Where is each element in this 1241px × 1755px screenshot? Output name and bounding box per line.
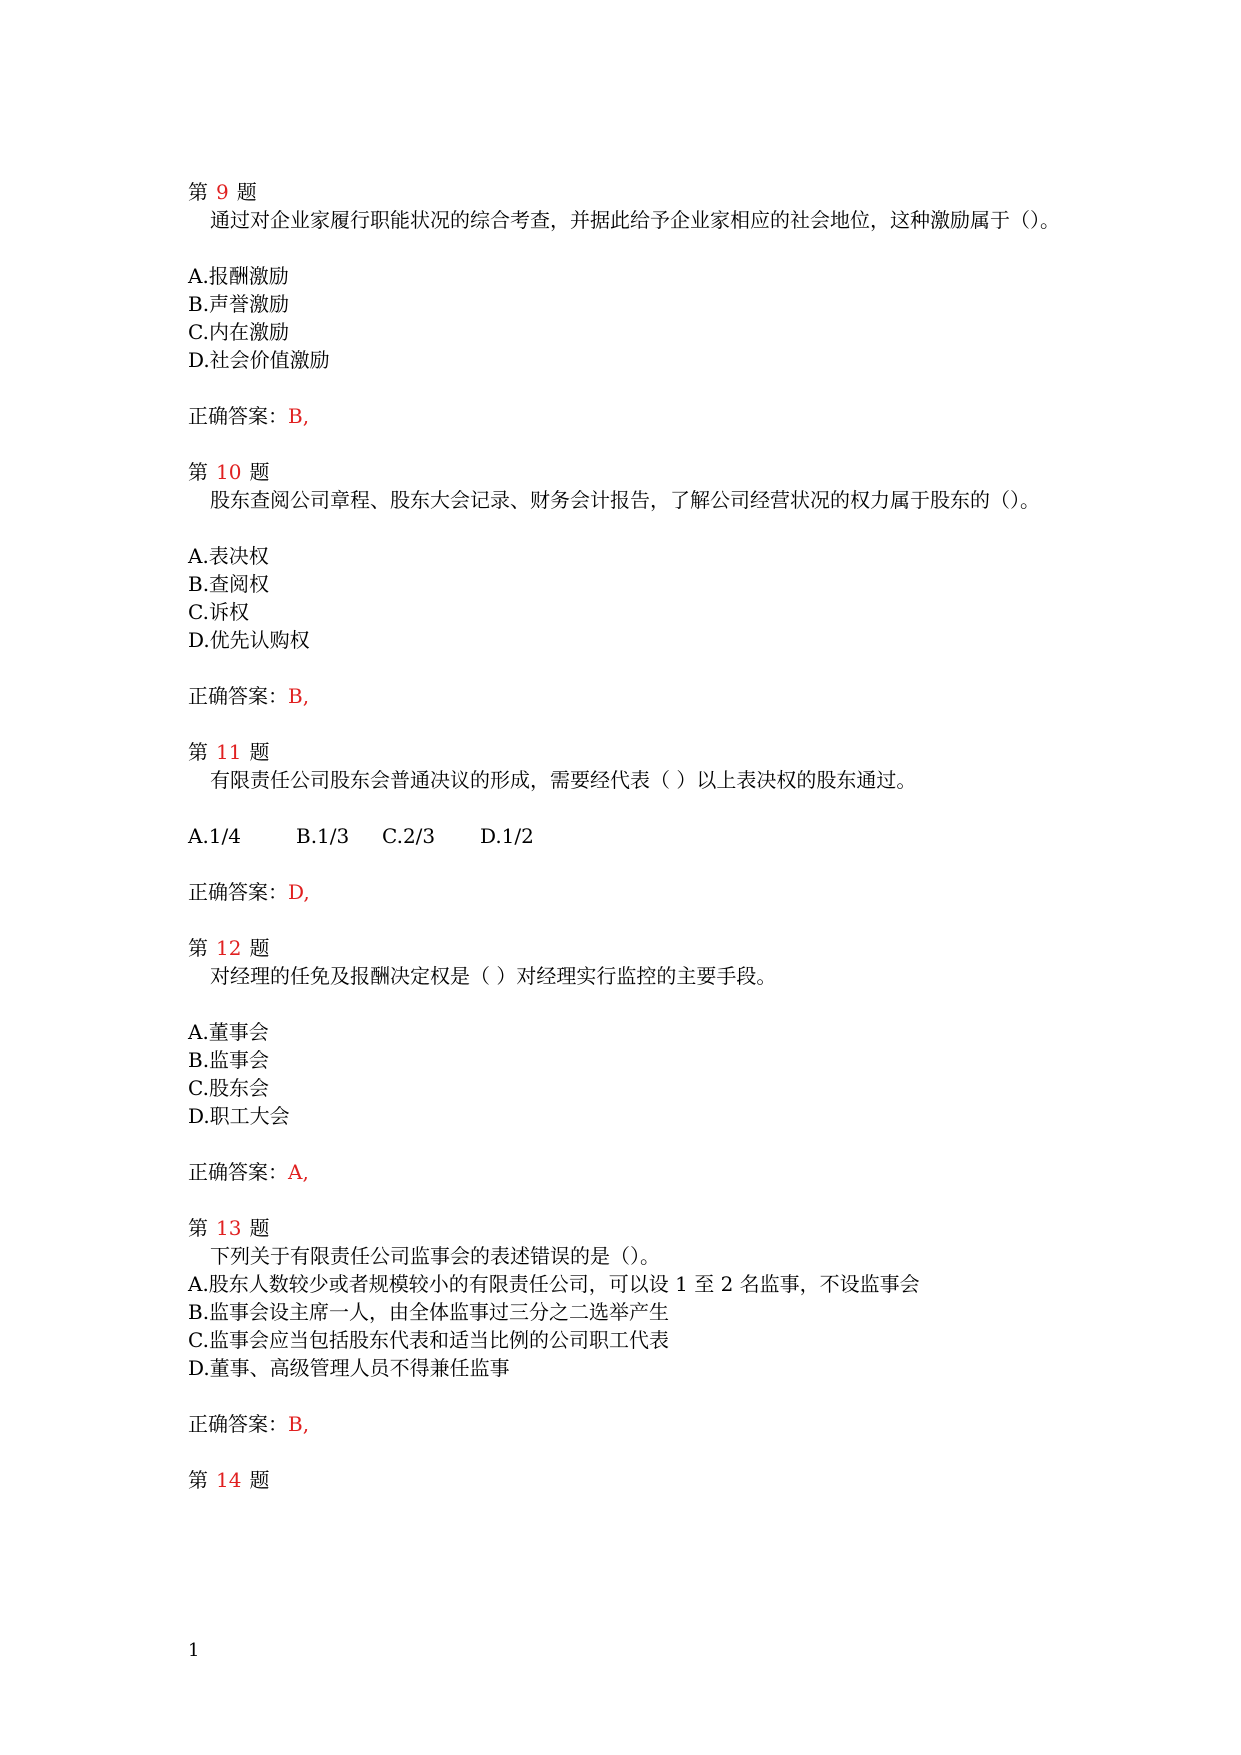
option-b: B.查阅权 bbox=[188, 572, 270, 596]
heading-suffix: 题 bbox=[249, 1216, 270, 1240]
answer-value: D, bbox=[288, 880, 310, 904]
question-10 bbox=[188, 458, 1068, 738]
document-page bbox=[188, 178, 1068, 1494]
option-a: A.股东人数较少或者规模较小的有限责任公司，可以设 1 至 2 名监事，不设监事会 bbox=[188, 1272, 920, 1296]
question-9 bbox=[188, 178, 1068, 458]
answer-line bbox=[188, 878, 1068, 906]
question-stem: 股东查阅公司章程、股东大会记录、财务会计报告，了解公司经营状况的权力属于股东的（）。 bbox=[210, 488, 1040, 512]
heading-suffix: 题 bbox=[249, 740, 270, 764]
question-heading bbox=[188, 738, 1068, 766]
answer-line bbox=[188, 1410, 1068, 1438]
option-a: A.报酬激励 bbox=[188, 264, 289, 288]
heading-suffix: 题 bbox=[249, 936, 270, 960]
question-14 bbox=[188, 1466, 1068, 1494]
answer-label: 正确答案： bbox=[188, 1412, 288, 1436]
question-11 bbox=[188, 738, 1068, 934]
answer-label: 正确答案： bbox=[188, 1160, 288, 1184]
page-number: 1 bbox=[188, 1640, 200, 1661]
question-12 bbox=[188, 934, 1068, 1214]
question-13 bbox=[188, 1214, 1068, 1466]
heading-prefix: 第 bbox=[188, 1216, 208, 1240]
question-number: 11 bbox=[216, 740, 242, 764]
option-d: D.职工大会 bbox=[188, 1104, 290, 1128]
option-c: C.股东会 bbox=[188, 1076, 269, 1100]
heading-prefix: 第 bbox=[188, 1468, 208, 1492]
heading-prefix: 第 bbox=[188, 740, 208, 764]
answer-value: B, bbox=[288, 404, 310, 428]
question-number: 14 bbox=[216, 1468, 242, 1492]
option-b: B.监事会 bbox=[188, 1048, 270, 1072]
question-heading bbox=[188, 1466, 1068, 1494]
option-c: C.2/3 bbox=[382, 824, 436, 848]
answer-line bbox=[188, 682, 1068, 710]
option-b: B.声誉激励 bbox=[188, 292, 290, 316]
answer-value: B, bbox=[288, 684, 310, 708]
question-stem: 有限责任公司股东会普通决议的形成，需要经代表（ ）以上表决权的股东通过。 bbox=[210, 768, 917, 792]
option-a: A.1/4 bbox=[188, 824, 241, 848]
option-c: C.监事会应当包括股东代表和适当比例的公司职工代表 bbox=[188, 1328, 669, 1352]
question-stem: 下列关于有限责任公司监事会的表述错误的是（）。 bbox=[210, 1244, 660, 1268]
question-heading bbox=[188, 1214, 1068, 1242]
question-stem: 通过对企业家履行职能状况的综合考查，并据此给予企业家相应的社会地位，这种激励属于（）。 bbox=[210, 208, 1060, 232]
heading-prefix: 第 bbox=[188, 460, 208, 484]
option-a: A.董事会 bbox=[188, 1020, 269, 1044]
heading-prefix: 第 bbox=[188, 936, 208, 960]
question-heading bbox=[188, 934, 1068, 962]
heading-suffix: 题 bbox=[249, 1468, 270, 1492]
answer-label: 正确答案： bbox=[188, 404, 288, 428]
heading-suffix: 题 bbox=[236, 180, 257, 204]
option-c: C.内在激励 bbox=[188, 320, 289, 344]
option-b: B.监事会设主席一人，由全体监事过三分之二选举产生 bbox=[188, 1300, 670, 1324]
answer-label: 正确答案： bbox=[188, 880, 288, 904]
question-number: 10 bbox=[216, 460, 242, 484]
question-stem: 对经理的任免及报酬决定权是（ ）对经理实行监控的主要手段。 bbox=[210, 964, 777, 988]
answer-value: A, bbox=[288, 1160, 309, 1184]
question-heading bbox=[188, 458, 1068, 486]
heading-suffix: 题 bbox=[249, 460, 270, 484]
option-d: D.董事、高级管理人员不得兼任监事 bbox=[188, 1356, 510, 1380]
option-d: D.优先认购权 bbox=[188, 628, 310, 652]
question-heading bbox=[188, 178, 1068, 206]
option-c: C.诉权 bbox=[188, 600, 249, 624]
question-number: 12 bbox=[216, 936, 242, 960]
answer-line bbox=[188, 402, 1068, 430]
option-b: B.1/3 bbox=[296, 824, 350, 848]
option-d: D.社会价值激励 bbox=[188, 348, 330, 372]
answer-value: B, bbox=[288, 1412, 310, 1436]
question-number: 9 bbox=[216, 180, 229, 204]
option-d: D.1/2 bbox=[480, 824, 534, 848]
options-row bbox=[188, 822, 1068, 850]
answer-label: 正确答案： bbox=[188, 684, 288, 708]
question-number: 13 bbox=[216, 1216, 242, 1240]
option-a: A.表决权 bbox=[188, 544, 269, 568]
heading-prefix: 第 bbox=[188, 180, 208, 204]
answer-line bbox=[188, 1158, 1068, 1186]
